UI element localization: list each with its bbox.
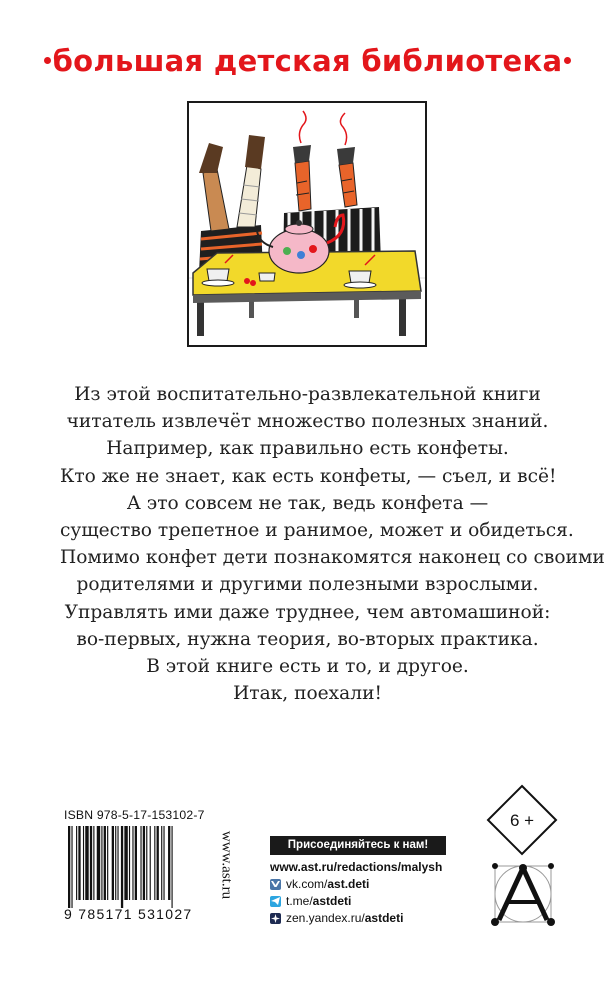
description-line: родителями и другими полезными взрослыми. xyxy=(76,574,539,596)
barcode-bar xyxy=(93,826,94,900)
age-rating-text: 6 + xyxy=(509,811,535,830)
barcode-digits: 9 785171 531027 xyxy=(64,906,193,922)
description-line: читатель извлечёт множество полезных знаний. xyxy=(66,411,549,433)
telegram-link-prefix: t.me/ xyxy=(286,894,313,908)
telegram-icon xyxy=(270,896,281,907)
zen-link[interactable] xyxy=(270,911,446,925)
description-line: В этой книге есть и то, и другое. xyxy=(146,656,469,678)
telegram-link[interactable] xyxy=(270,894,446,908)
description-line: Кто же не знает, как есть конфеты, — съел, и всё! xyxy=(60,465,557,487)
zen-icon xyxy=(270,913,281,924)
barcode-bar xyxy=(104,826,106,900)
description-line: Итак, поехали! xyxy=(233,683,382,705)
barcode-bar xyxy=(107,826,108,900)
barcode-bar xyxy=(161,826,162,900)
barcode-bar xyxy=(129,826,130,900)
series-title-text: большая детская библиотека xyxy=(52,44,563,78)
barcode-bar xyxy=(112,826,114,900)
barcode-bar xyxy=(101,826,102,900)
barcode-bar xyxy=(132,826,133,900)
publisher-site-vertical xyxy=(216,810,236,920)
series-title xyxy=(0,44,615,78)
description-line: Например, как правильно есть конфеты. xyxy=(106,438,509,460)
barcode-bar xyxy=(154,826,155,900)
join-us-banner: Присоединяйтесь к нам! xyxy=(270,836,446,855)
tea-party-illustration xyxy=(189,103,425,345)
bullet-dot xyxy=(44,57,51,64)
bullet-dot xyxy=(564,57,571,64)
barcode-bar xyxy=(78,826,80,900)
web-link[interactable]: www.ast.ru/redactions/malysh xyxy=(270,860,443,874)
description-line: Управлять ими даже труднее, чем автомашиной: xyxy=(64,601,551,623)
barcode-bar xyxy=(135,826,137,900)
description-line: А это совсем не так, ведь конфета — xyxy=(126,492,489,514)
barcode-bar xyxy=(172,826,173,908)
description-line: Из этой воспитательно-развлекательной книги xyxy=(74,384,541,405)
vk-link-handle: ast.deti xyxy=(327,877,370,891)
publisher-site-text[interactable]: www.ast.ru xyxy=(218,830,235,900)
barcode-bar xyxy=(143,826,145,900)
barcode-bar xyxy=(68,826,70,908)
vk-icon xyxy=(270,879,281,890)
vk-link-prefix: vk.com/ xyxy=(286,877,328,891)
zen-link-prefix: zen.yandex.ru/ xyxy=(286,911,365,925)
barcode-bar xyxy=(71,826,72,908)
age-rating-badge xyxy=(486,784,558,856)
barcode-bar xyxy=(85,826,88,900)
barcode-bar xyxy=(157,826,159,900)
barcode-bar xyxy=(115,826,116,900)
isbn-label: ISBN 978-5-17-153102-7 xyxy=(64,808,205,822)
book-description xyxy=(60,381,605,707)
barcode-bar xyxy=(140,826,141,900)
barcode-bar xyxy=(121,826,123,908)
barcode-bar xyxy=(146,826,147,900)
description-line: существо трепетное и ранимое, может и обидеться. xyxy=(60,520,574,542)
barcode-bar xyxy=(97,826,100,900)
barcode-block xyxy=(64,808,210,922)
barcode-bar xyxy=(90,826,92,900)
barcode-bar xyxy=(168,826,170,900)
barcode-bar xyxy=(76,826,77,900)
barcode-bar xyxy=(150,826,151,900)
barcode-bar xyxy=(117,826,118,900)
cover-illustration xyxy=(187,101,427,347)
barcode-bar xyxy=(124,826,127,900)
vk-link[interactable] xyxy=(270,877,446,891)
barcode-image xyxy=(64,826,210,908)
publisher-logo-icon xyxy=(489,860,557,928)
social-links-box xyxy=(270,836,446,925)
description-line: Помимо конфет дети познакомятся наконец со своими xyxy=(60,547,605,569)
telegram-link-handle: astdeti xyxy=(312,894,352,908)
description-line: во-первых, нужна теория, во-вторых практика. xyxy=(76,628,539,650)
barcode-bar xyxy=(163,826,164,900)
zen-link-handle: astdeti xyxy=(364,911,404,925)
barcode-bar xyxy=(83,826,84,900)
